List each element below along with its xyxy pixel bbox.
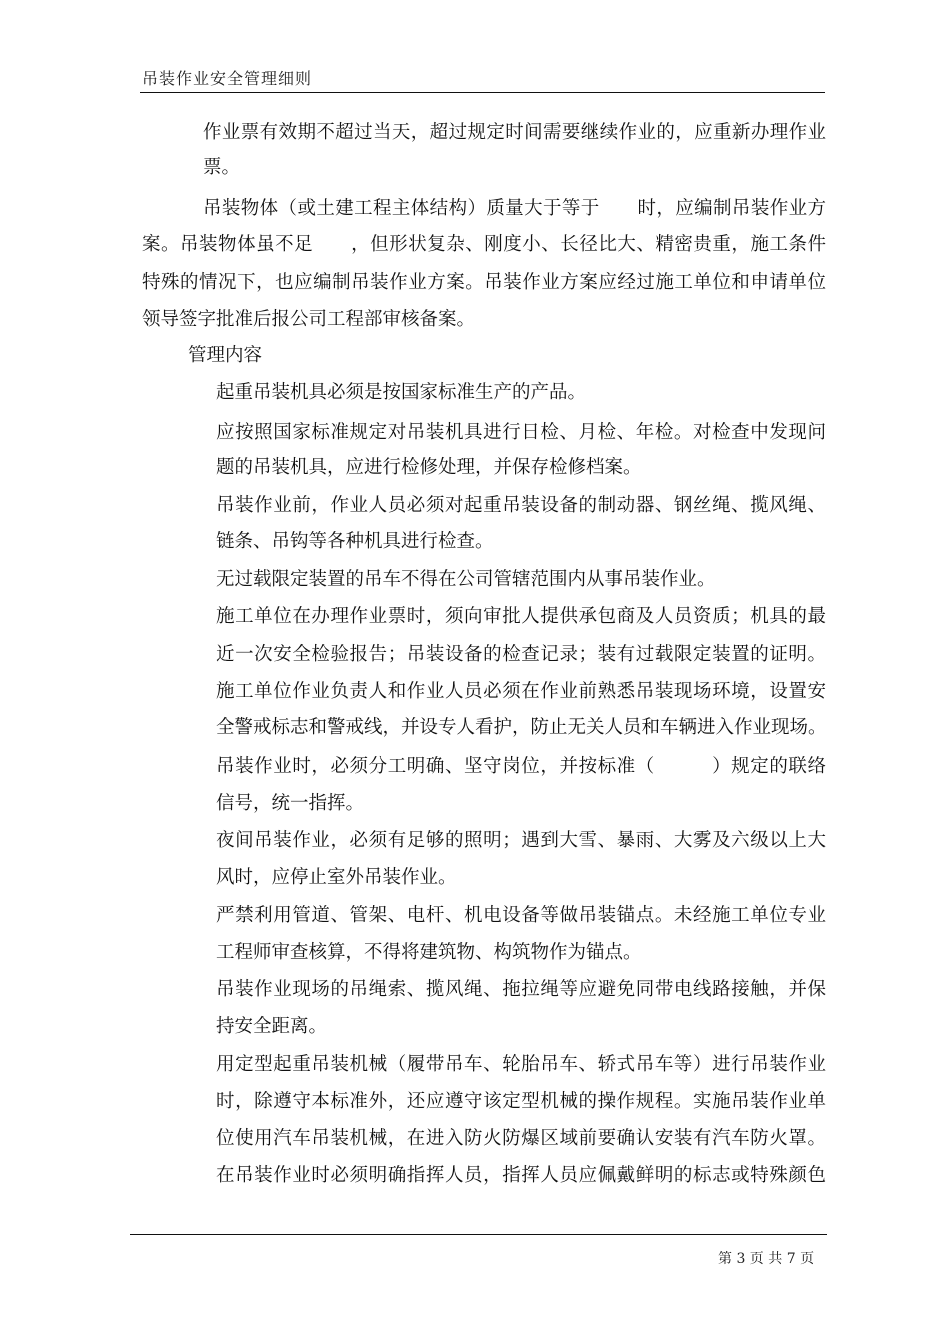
body-line: 全警戒标志和警戒线，并设专人看护，防止无关人员和车辆进入作业现场。	[216, 717, 827, 738]
body-line: 无过载限定装置的吊车不得在公司管辖范围内从事吊装作业。	[216, 569, 716, 590]
body-line: 近一次安全检验报告；吊装设备的检查记录；装有过载限定装置的证明。	[216, 644, 826, 665]
body-line: 吊装作业前，作业人员必须对起重吊装设备的制动器、钢丝绳、揽风绳、	[216, 495, 826, 516]
body-line: 吊装作业现场的吊绳索、揽风绳、拖拉绳等应避免同带电线路接触，并保	[216, 979, 826, 1000]
body-line: 信号，统一指挥。	[216, 793, 365, 814]
header-divider	[140, 92, 825, 93]
page-number: 第 3 页 共 7 页	[718, 1251, 815, 1267]
section-heading: 管理内容	[188, 345, 263, 366]
body-line: 案。吊装物体虽不足 ，但形状复杂、刚度小、长径比大、精密贵重，施工条件	[142, 234, 826, 255]
body-line: 工程师审查核算，不得将建筑物、构筑物作为锚点。	[216, 942, 642, 963]
body-line: 应按照国家标准规定对吊装机具进行日检、月检、年检。对检查中发现问	[216, 422, 826, 443]
body-line: 吊装物体（或土建工程主体结构）质量大于等于 时，应编制吊装作业方	[203, 198, 826, 219]
footer-divider	[130, 1234, 827, 1235]
body-line: 特殊的情况下，也应编制吊装作业方案。吊装作业方案应经过施工单位和申请单位	[142, 272, 826, 293]
body-line: 题的吊装机具，应进行检修处理，并保存检修档案。	[216, 457, 642, 478]
body-line: 严禁利用管道、管架、电杆、机电设备等做吊装锚点。未经施工单位专业	[216, 905, 826, 926]
body-line: 风时，应停止室外吊装作业。	[216, 867, 457, 888]
body-line: 施工单位在办理作业票时，须向审批人提供承包商及人员资质；机具的最	[216, 606, 826, 627]
body-line: 施工单位作业负责人和作业人员必须在作业前熟悉吊装现场环境，设置安	[216, 681, 826, 702]
document-title: 吊装作业安全管理细则	[142, 69, 313, 88]
body-line: 票。	[203, 157, 241, 178]
body-line: 作业票有效期不超过当天，超过规定时间需要继续作业的，应重新办理作业	[203, 122, 826, 143]
body-line: 链条、吊钩等各种机具进行检查。	[216, 531, 494, 552]
body-line: 持安全距离。	[216, 1016, 328, 1037]
body-line: 时，除遵守本标准外，还应遵守该定型机械的操作规程。实施吊装作业单	[216, 1091, 826, 1112]
body-line: 夜间吊装作业，必须有足够的照明；遇到大雪、暴雨、大雾及六级以上大	[216, 830, 826, 851]
body-line: 位使用汽车吊装机械，在进入防火防爆区域前要确认安装有汽车防火罩。	[216, 1128, 826, 1149]
body-line: 起重吊装机具必须是按国家标准生产的产品。	[216, 382, 587, 403]
body-line: 在吊装作业时必须明确指挥人员，指挥人员应佩戴鲜明的标志或特殊颜色	[216, 1165, 826, 1186]
body-line: 用定型起重吊装机械（履带吊车、轮胎吊车、轿式吊车等）进行吊装作业	[216, 1054, 826, 1075]
body-line: 吊装作业时，必须分工明确、坚守岗位，并按标准（ ）规定的联络	[216, 756, 826, 777]
body-line: 领导签字批准后报公司工程部审核备案。	[142, 309, 476, 330]
